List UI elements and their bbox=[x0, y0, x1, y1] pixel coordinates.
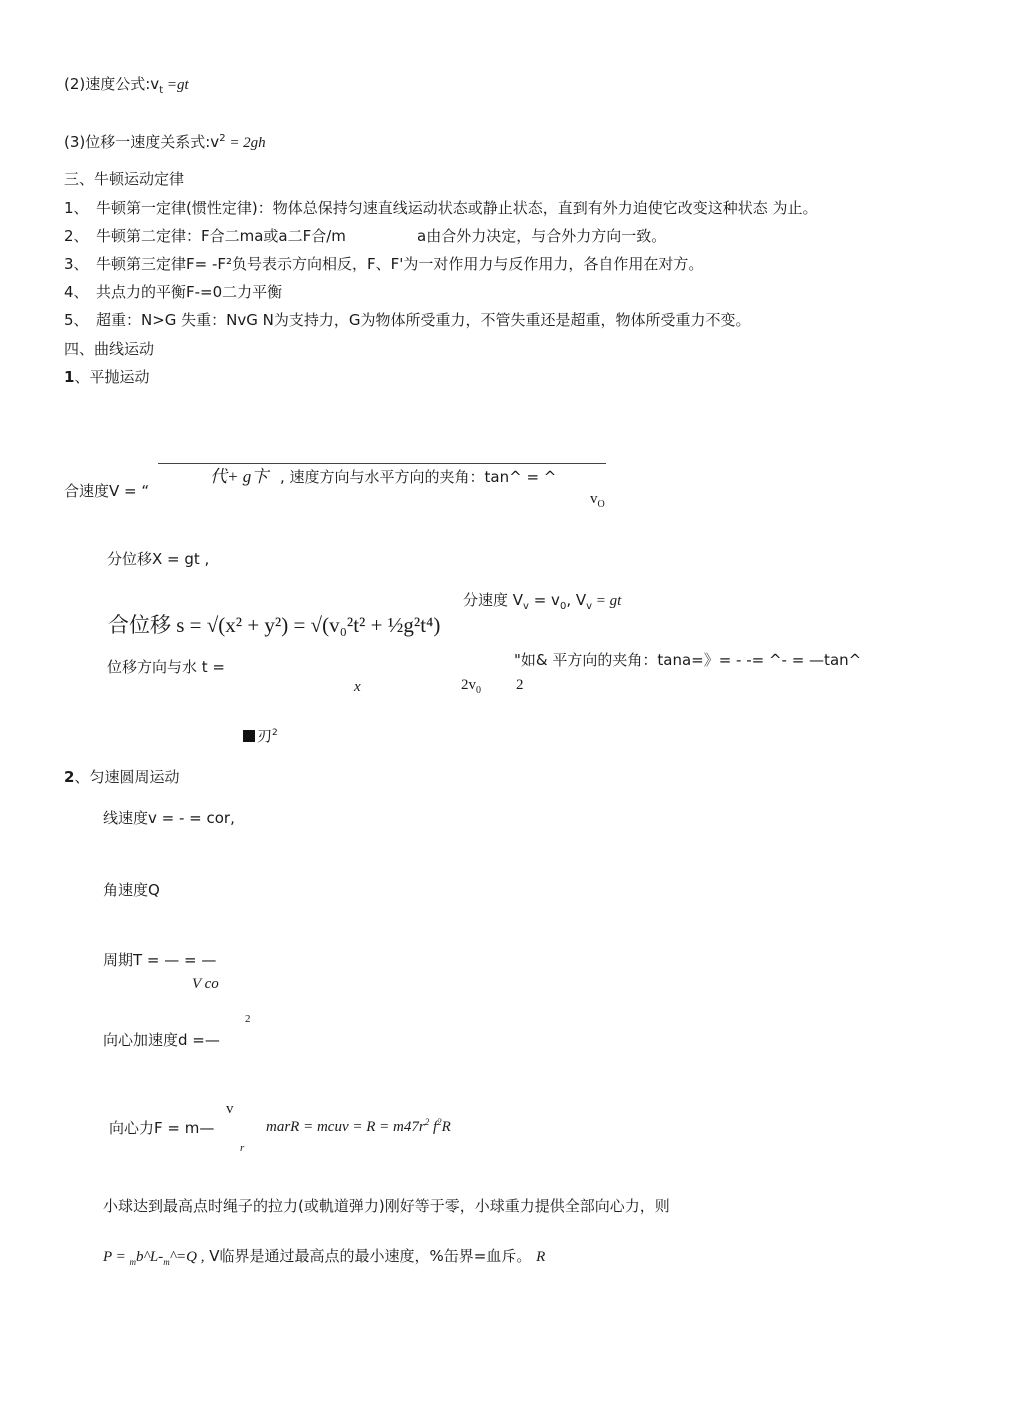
resultant-velocity-radicand: 代+ g卞 bbox=[210, 467, 269, 486]
period-denominators: V co bbox=[192, 976, 219, 992]
section-heading-newton: 三、牛顿运动定律 bbox=[64, 170, 185, 188]
2v0-denominator: $2v_0$ bbox=[461, 677, 481, 696]
resultant-velocity-label: 合速度V = “ bbox=[64, 482, 150, 500]
garbled-symbol: 刃$^2$ bbox=[243, 724, 278, 745]
displacement-speed-relation: (3)位移一速度关系式$:v^2 = 2gh$ bbox=[64, 133, 266, 151]
critical-velocity: $P = _mb\^{}L-_m\^{}=Q$ , V临界是通过最高点的最小速度，%缶界=血斥。 R bbox=[103, 1247, 546, 1267]
displacement-direction-label: 位移方向与水 t = bbox=[107, 658, 225, 676]
x-denominator: x bbox=[354, 679, 361, 695]
newton-second-law-cont: a由合外力决定，与合外力方向一致。 bbox=[417, 227, 667, 245]
linear-velocity: 线速度v = - = cor, bbox=[103, 809, 235, 827]
overweight-weightless: 5、 超重：N>G 失重：NvG N为支持力，G为物体所受重力，不管失重还是超重，物体所受重力不变。 bbox=[64, 311, 751, 329]
sqrt-bar bbox=[158, 463, 606, 464]
displacement-direction-angle: "如& 平方向的夹角：tana=》= - -= ^- = —tan^ bbox=[514, 651, 862, 669]
subheading-projectile: 1、平抛运动 bbox=[64, 368, 150, 386]
centripetal-acceleration: 向心加速度d =— bbox=[103, 1031, 220, 1049]
newton-third-law: 3、 牛顿第三定律F= -F²负号表示方向相反，F、F'为一对作用力与反作用力，各自作用在对方。 bbox=[64, 255, 704, 273]
centripetal-force: 向心力F = m— bbox=[109, 1119, 215, 1137]
newton-first-law: 1、 牛顿第一定律(惯性定律)：物体总保持匀速直线运动状态或静止状态，直到有外力迫使它改变这种状态 为止。 bbox=[64, 199, 818, 217]
r-denominator: r bbox=[240, 1142, 245, 1154]
v-squared-exponent: 2 bbox=[245, 1013, 251, 1025]
v-numerator: v bbox=[226, 1101, 234, 1117]
v0-denominator: $v_O$ bbox=[590, 491, 605, 510]
force-equilibrium: 4、 共点力的平衡F-=0二力平衡 bbox=[64, 283, 283, 301]
two-denominator: 2 bbox=[516, 677, 524, 693]
speed-formula: (2)速度公式$:v_t =gt$ bbox=[64, 75, 189, 96]
black-square-icon bbox=[243, 730, 255, 742]
section-heading-curve: 四、曲线运动 bbox=[64, 340, 155, 358]
subheading-circular: 2、匀速圆周运动 bbox=[64, 768, 180, 786]
velocity-direction-angle: , 速度方向与水平方向的夹角：tan^ = ^ bbox=[280, 468, 557, 486]
angular-velocity: 角速度Q bbox=[103, 881, 160, 899]
newton-second-law: 2、 牛顿第二定律：F合二ma或a二F合/m bbox=[64, 227, 346, 245]
period: 周期T = — = — bbox=[103, 951, 217, 969]
highest-point-condition: 小球达到最高点时绳子的拉力(或軌道弹力)刚好等于零，小球重力提供全部向心力，则 bbox=[103, 1197, 670, 1215]
velocity-components: 分速度 $V_v = v_0$, $V_v$ = gt bbox=[463, 591, 622, 612]
horizontal-displacement: 分位移X = gt , bbox=[107, 550, 210, 568]
resultant-displacement-formula: 合位移 s = √(x² + y²) = √(v₀²t² + ½g²t⁴) bbox=[108, 613, 441, 637]
centripetal-force-forms: marR = mcuv = $R = m47r^2$ $f^2R$ bbox=[266, 1117, 451, 1135]
